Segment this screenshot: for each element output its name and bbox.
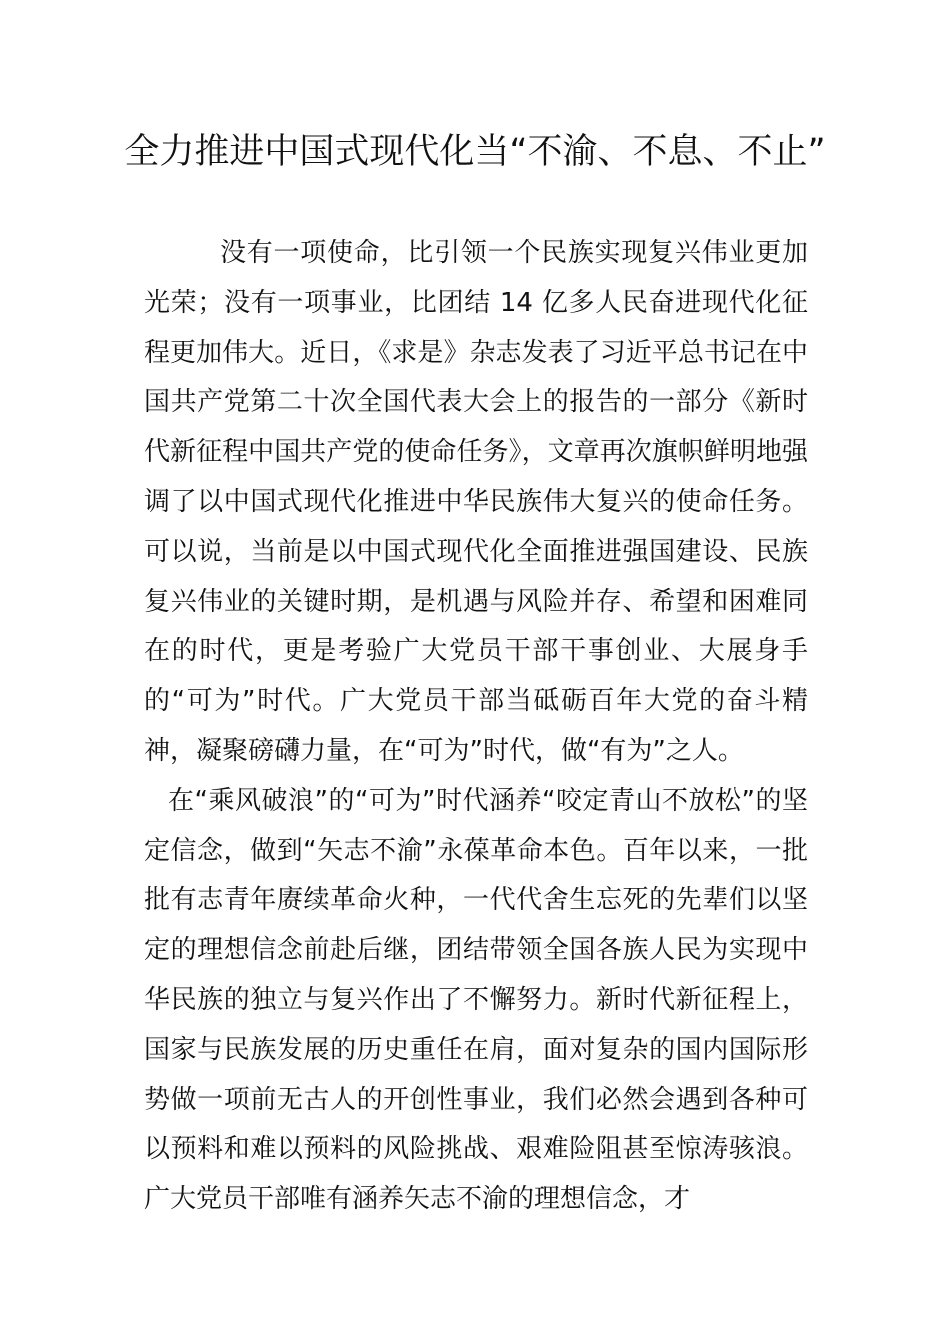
document-title: 全力推进中国式现代化当“不渝、不息、不止” [124, 132, 826, 172]
paragraph-2: 在“乘风破浪”的“可为”时代涵养“咬定青山不放松”的坚定信念，做到“矢志不渝”永葆革命本色。百年以来，一批批有志青年赓续革命火种，一代代舍生忘死的先辈们以坚定的理想信念前赴后继，团结带领全国各族人民为实现中华民族的独立与复兴作出了不懈努力。新时代新征程上，国家与民族发展的历史重任在肩，面对复杂的国内国际形势做一项前无古人的开创性事业，我们必然会遇到各种可以预料和难以预料的风险挑战、艰难险阻甚至惊涛骇浪。广大党员干部唯有涵养矢志不渝的理想信念，才 [144, 785, 808, 1215]
document-body [144, 229, 808, 1225]
paragraph-1: 没有一项使命，比引领一个民族实现复兴伟业更加光荣；没有一项事业，比团结 14 亿多人民奋进现代化征程更加伟大。近日，《求是》杂志发表了习近平总书记在中国共产党第二十次全国代表大会上的报告的一部分《新时代新征程中国共产党的使命任务》，文章再次旗帜鲜明地强调了以中国式现代化推进中华民族伟大复兴的使命任务。可以说，当前是以中国式现代化全面推进强国建设、民族复兴伟业的关键时期，是机遇与风险并存、希望和困难同在的时代，更是考验广大党员干部干事创业、大展身手的“可为”时代。广大党员干部当砥砺百年大党的奋斗精神，凝聚磅礴力量，在“可为”时代，做“有为”之人。 [144, 238, 808, 766]
